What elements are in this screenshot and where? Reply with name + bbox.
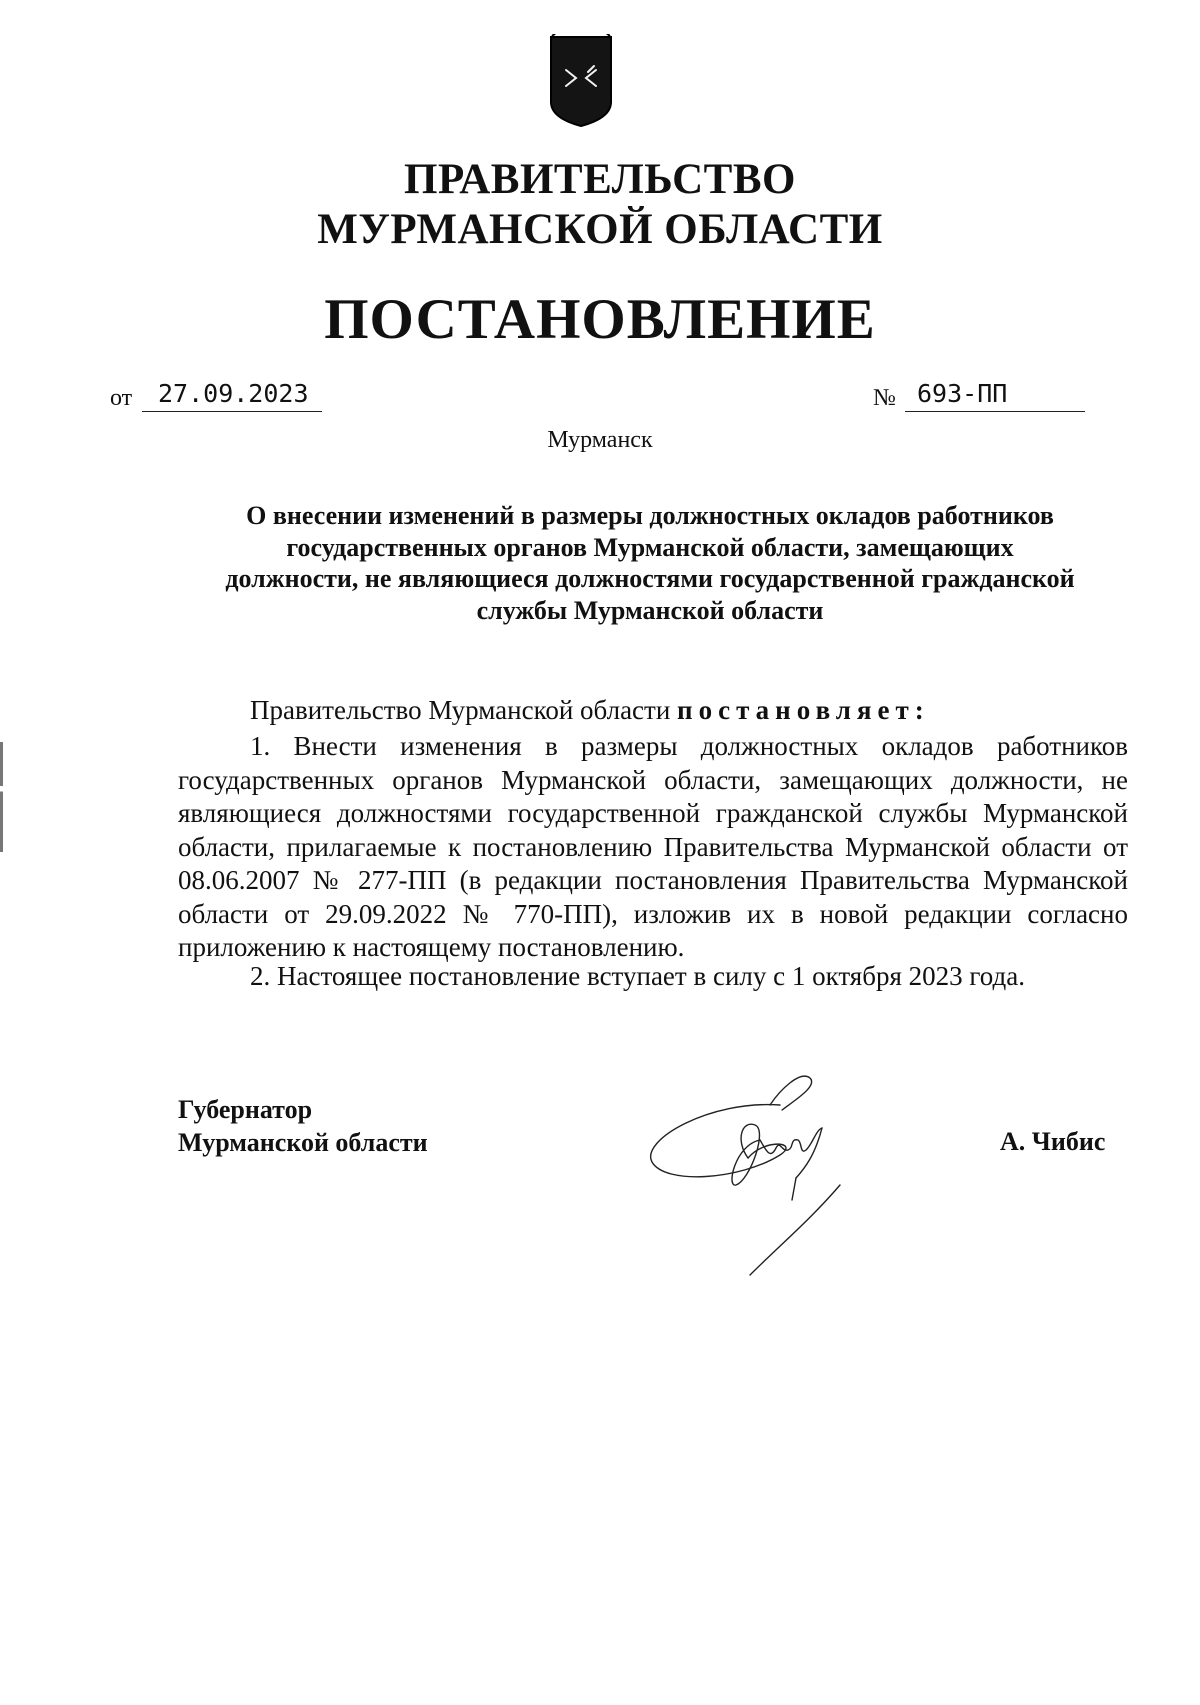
date-value: 27.09.2023 <box>142 376 322 412</box>
date-label: от <box>110 385 133 411</box>
paragraph-1: 1. Внести изменения в размеры должностных окладов работников государственных органов Мурманской области, замещающих должности, не являющиеся должностями государственной гражданской службы Мурманской области, прилагаемые к постановлению Правительства Мурманской области от 08.06.2007 № 277-ПП (в редакции постановления Правительства Мурманской области от 29.09.2022 № 770-ПП), изложив их в новой редакции согласно приложению к настоящему постановлению. <box>178 731 1128 962</box>
authority-title-line2: МУРМАНСКОЙ ОБЛАСТИ <box>317 206 883 253</box>
signer-position-line2: Мурманской области <box>178 1128 428 1157</box>
intro-paragraph <box>178 694 1128 728</box>
subject-line: службы Мурманской области <box>476 595 824 625</box>
subject-line: должности, не являющиеся должностями государственной гражданской <box>225 564 1075 593</box>
decree-word: постановляет <box>677 695 915 725</box>
coat-of-arms-emblem <box>548 34 614 129</box>
subject-line: государственных органов Мурманской области, замещающих <box>286 532 1014 562</box>
paragraph-2: 2. Настоящее постановление вступает в силу с 1 октября 2023 года. <box>250 961 1025 991</box>
signer-position-line1: Губернатор <box>178 1095 313 1124</box>
number-label: № <box>873 385 896 411</box>
subject-line: О внесении изменений в размеры должностных окладов работников <box>246 501 1054 530</box>
scan-margin-mark <box>0 742 3 852</box>
document-number: 693-ПП <box>905 376 1085 412</box>
signer-position <box>178 1093 428 1159</box>
document-subject <box>170 500 1130 626</box>
authority-title-line1: ПРАВИТЕЛЬСТВО <box>404 156 796 203</box>
signer-name: А. Чибис <box>1000 1127 1106 1156</box>
document-type-title: ПОСТАНОВЛЕНИЕ <box>324 288 876 351</box>
handwritten-signature <box>630 1050 880 1300</box>
intro-colon: : <box>914 695 924 725</box>
city: Мурманск <box>547 427 653 453</box>
intro-prefix: Правительство Мурманской области <box>250 695 671 725</box>
